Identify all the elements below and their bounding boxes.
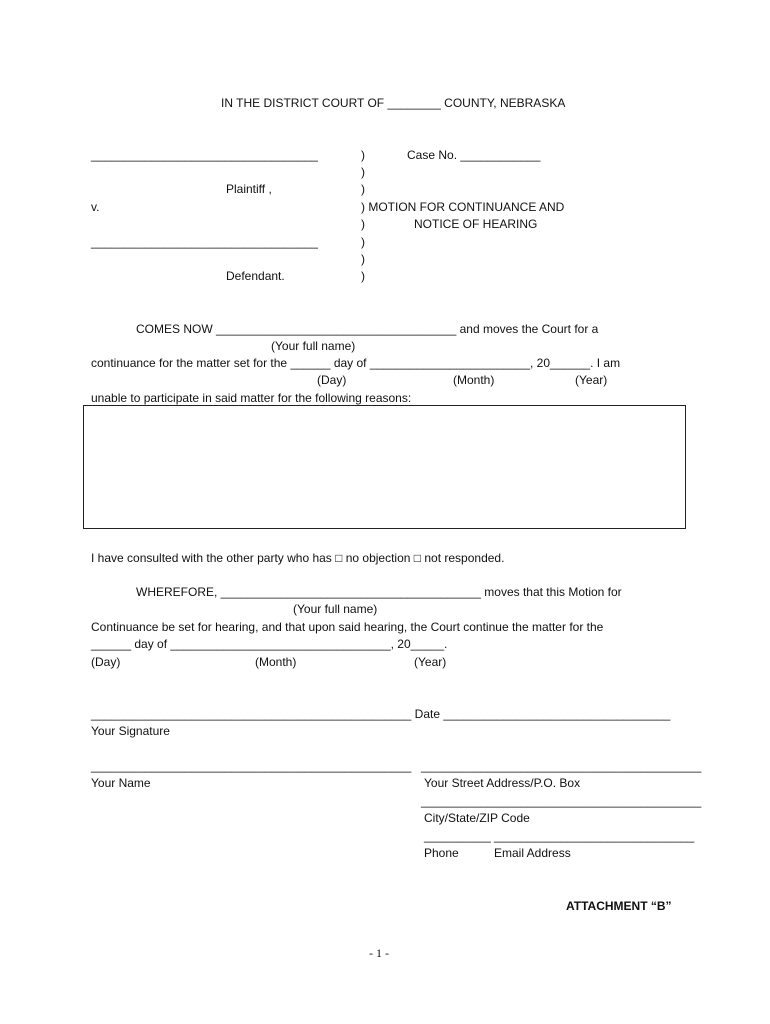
continuance-hearing-line: Continuance be set for hearing, and that upon said hearing, the Court continue the matter for the [91,620,604,634]
email-label: Email Address [494,846,571,860]
caption-paren: ) [361,148,365,162]
street-address-line[interactable]: __________________________________________ [421,759,702,773]
page-number: - 1 - [369,946,389,960]
your-signature-label: Your Signature [91,724,170,738]
email-line[interactable]: ______________________________ [494,829,695,843]
signature-date-line[interactable]: ________________________________________________ Date __________________________________ [91,707,671,721]
street-address-label: Your Street Address/P.O. Box [424,776,581,790]
your-name-label: Your Name [91,776,151,790]
caption-paren: ) [361,165,365,179]
month-caption-2: (Month) [255,655,297,669]
motion-title-line-1: ) MOTION FOR CONTINUANCE AND [361,200,565,214]
caption-paren: ) [361,252,365,266]
phone-label: Phone [424,846,459,860]
motion-title-line-2: NOTICE OF HEARING [414,217,538,231]
day-caption: (Day) [317,373,347,387]
versus-label: v. [91,200,100,214]
city-state-zip-line[interactable]: __________________________________________ [421,794,702,808]
reasons-textbox[interactable] [83,405,686,529]
year-caption-2: (Year) [414,655,447,669]
city-state-zip-label: City/State/ZIP Code [424,811,530,825]
defendant-name-line[interactable]: __________________________________ [91,235,318,249]
year-caption: (Year) [575,373,608,387]
defendant-label: Defendant. [226,269,285,283]
case-number-field[interactable]: Case No. ____________ [407,148,541,162]
plaintiff-label: Plaintiff , [226,182,272,196]
continuance-date-line[interactable]: continuance for the matter set for the ______ day of ________________________, 20______. I am [91,356,621,370]
caption-paren: ) [361,269,365,283]
comes-now-line[interactable]: COMES NOW ____________________________________ and moves the Court for a [136,322,599,336]
caption-paren: ) [361,217,365,231]
your-full-name-caption-2: (Your full name) [293,602,378,616]
caption-paren: ) [361,235,365,249]
phone-line[interactable]: __________ [424,829,491,843]
your-full-name-caption: (Your full name) [271,339,356,353]
caption-paren: ) [361,182,365,196]
day-caption-2: (Day) [91,655,121,669]
attachment-label: ATTACHMENT “B” [566,899,672,913]
consulted-checkbox-line[interactable]: I have consulted with the other party who has □ no objection □ not responded. [91,551,505,565]
court-heading: IN THE DISTRICT COURT OF ________ COUNTY, NEBRASKA [221,96,566,110]
name-line[interactable]: ________________________________________________ [91,759,412,773]
wherefore-line[interactable]: WHEREFORE, _______________________________________ moves that this Motion for [136,585,622,599]
month-caption: (Month) [453,373,495,387]
hearing-date-line[interactable]: ______ day of _________________________________, 20_____. [91,637,448,651]
plaintiff-name-line[interactable]: __________________________________ [91,148,318,162]
unable-reasons-line: unable to participate in said matter for the following reasons: [91,391,412,405]
